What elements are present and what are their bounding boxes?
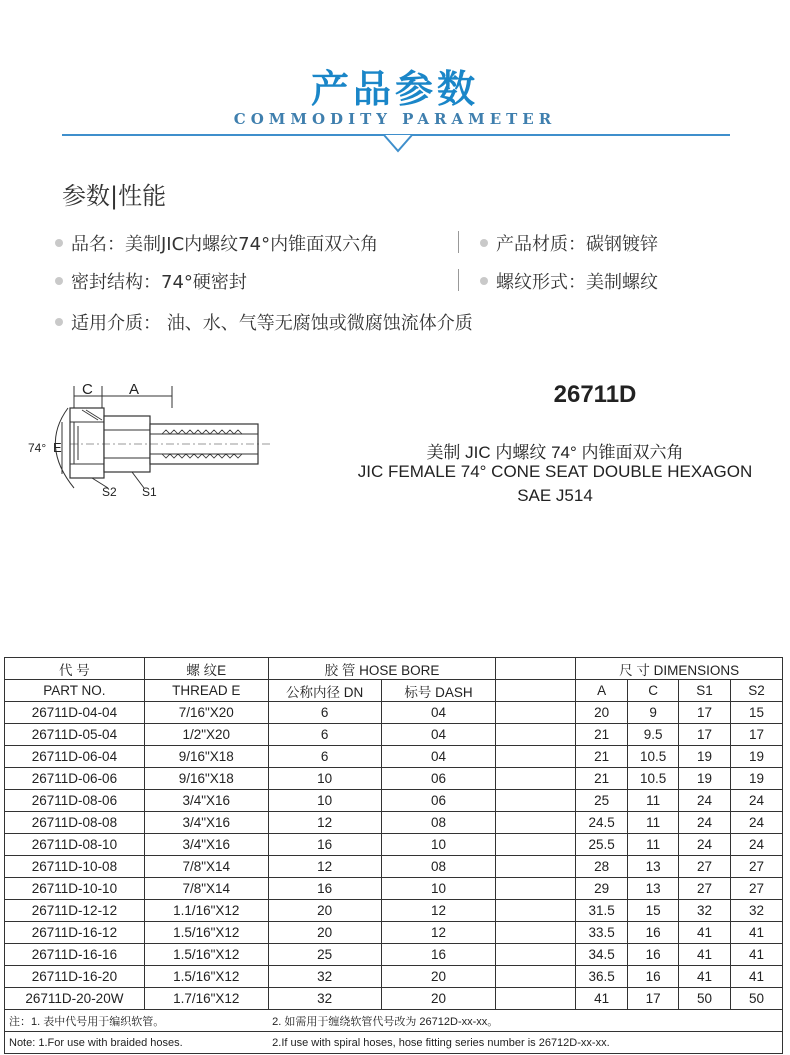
table-cell: 24 [730,812,782,834]
table-cell: 16 [268,834,381,856]
col-header [496,680,576,702]
table-cell: 04 [381,702,496,724]
table-cell: 41 [679,922,731,944]
product-standard: SAE J514 [517,486,593,505]
table-cell: 1.5/16"X12 [144,966,268,988]
product-model: 26711D [553,381,637,408]
param-seal: 密封结构：74°硬密封 [55,268,247,294]
param-separator [458,231,459,253]
table-cell: 08 [381,856,496,878]
table-note-row [5,1032,783,1054]
table-cell: 24.5 [576,812,628,834]
table-row [5,812,783,834]
table-row [5,834,783,856]
table-cell: 41 [576,988,628,1010]
table-cell: 29 [576,878,628,900]
table-cell: 1.7/16"X12 [144,988,268,1010]
table-cell: 26711D-12-12 [5,900,145,922]
param-separator [458,269,459,291]
angle-label: 74° [28,441,47,455]
table-cell: 13 [628,878,679,900]
col-header-thread: 螺 纹E [144,658,268,680]
table-cell: 32 [268,966,381,988]
table-cell: 32 [679,900,731,922]
table-row [5,966,783,988]
table-cell: 32 [268,988,381,1010]
table-cell: 3/4"X16 [144,834,268,856]
table-cell: 11 [628,834,679,856]
table-cell: 19 [679,746,731,768]
table-cell: 08 [381,812,496,834]
table-cell: 50 [679,988,731,1010]
table-cell [496,768,576,790]
table-cell: 31.5 [576,900,628,922]
table-cell: 16 [628,944,679,966]
table-row [5,922,783,944]
fitting-drawing [22,378,284,502]
table-cell: 10 [381,834,496,856]
table-cell: 12 [268,812,381,834]
s2-label: S2 [102,485,117,499]
table-cell: 20 [268,922,381,944]
table-row [5,790,783,812]
table-cell: 13 [628,856,679,878]
table-cell: 26711D-16-12 [5,922,145,944]
col-header: S1 [679,680,731,702]
table-cell: 24 [679,790,731,812]
table-cell: 7/8"X14 [144,878,268,900]
table-cell: 6 [268,702,381,724]
table-cell: 21 [576,768,628,790]
table-cell [496,900,576,922]
table-cell [496,790,576,812]
table-cell: 27 [730,878,782,900]
table-cell: 1/2"X20 [144,724,268,746]
dim-a-label: A [129,381,140,398]
table-cell: 25 [576,790,628,812]
table-cell: 28 [576,856,628,878]
table-cell: 41 [679,966,731,988]
table-cell: 16 [628,922,679,944]
table-cell: 24 [730,834,782,856]
table-cell: 41 [679,944,731,966]
table-cell: 41 [730,966,782,988]
table-cell: 26711D-16-20 [5,966,145,988]
table-cell [496,878,576,900]
table-cell: 11 [628,790,679,812]
table-cell: 36.5 [576,966,628,988]
table-cell: 12 [381,900,496,922]
note-cn-1: 注：1. 表中代号用于编织软管。 [5,1010,269,1032]
table-cell: 21 [576,746,628,768]
table-cell: 15 [730,702,782,724]
table-cell: 19 [730,768,782,790]
table-row [5,944,783,966]
table-cell: 41 [730,944,782,966]
table-cell: 9/16"X18 [144,746,268,768]
table-cell: 26711D-06-06 [5,768,145,790]
table-cell: 6 [268,746,381,768]
col-header-code: 代 号 [5,658,145,680]
table-header-row [5,658,783,680]
table-note-row [5,1010,783,1032]
col-header-hose: 胶 管 HOSE BORE [268,658,496,680]
table-cell: 26711D-08-10 [5,834,145,856]
bullet-dot-icon [55,239,63,247]
table-cell [496,944,576,966]
table-row [5,746,783,768]
table-cell: 26711D-08-06 [5,790,145,812]
table-cell: 27 [679,878,731,900]
table-cell: 04 [381,746,496,768]
table-cell: 06 [381,790,496,812]
col-header: S2 [730,680,782,702]
table-cell: 26711D-08-08 [5,812,145,834]
table-row [5,768,783,790]
table-cell: 24 [730,790,782,812]
divider-chevron-icon [383,133,413,155]
col-header: PART NO. [5,680,145,702]
table-cell: 34.5 [576,944,628,966]
col-header-blank [496,658,576,680]
col-header: A [576,680,628,702]
table-cell: 7/8"X14 [144,856,268,878]
table-cell: 20 [268,900,381,922]
table-cell: 41 [730,922,782,944]
table-cell [496,702,576,724]
table-cell: 9.5 [628,724,679,746]
table-cell: 25 [268,944,381,966]
table-cell: 9 [628,702,679,724]
table-row [5,702,783,724]
table-cell [496,922,576,944]
table-cell: 20 [381,988,496,1010]
table-cell: 6 [268,724,381,746]
table-cell: 26711D-04-04 [5,702,145,724]
table-cell: 9/16"X18 [144,768,268,790]
dim-e-label: E [53,440,62,455]
table-cell: 3/4"X16 [144,790,268,812]
s1-label: S1 [142,485,157,499]
table-cell: 24 [679,812,731,834]
table-cell: 19 [679,768,731,790]
col-header: THREAD E [144,680,268,702]
table-cell: 10 [268,790,381,812]
table-cell [496,746,576,768]
table-cell: 10.5 [628,746,679,768]
table-cell: 20 [381,966,496,988]
table-cell: 10.5 [628,768,679,790]
col-header: 公称内径 DN [268,680,381,702]
table-cell: 16 [381,944,496,966]
table-cell [496,724,576,746]
table-cell: 32 [730,900,782,922]
table-cell: 25.5 [576,834,628,856]
table-cell: 26711D-10-08 [5,856,145,878]
note-en-1: Note: 1.For use with braided hoses. [5,1032,269,1054]
table-cell: 26711D-10-10 [5,878,145,900]
table-cell: 26711D-06-04 [5,746,145,768]
table-cell: 16 [268,878,381,900]
table-cell: 16 [628,966,679,988]
spec-table [4,657,783,1054]
table-cell: 17 [679,702,731,724]
table-cell: 15 [628,900,679,922]
col-header: 标号 DASH [381,680,496,702]
bullet-dot-icon [55,318,63,326]
table-cell: 27 [730,856,782,878]
table-cell: 3/4"X16 [144,812,268,834]
table-cell [496,966,576,988]
table-cell: 10 [381,878,496,900]
table-cell: 7/16"X20 [144,702,268,724]
table-cell: 33.5 [576,922,628,944]
table-cell: 12 [268,856,381,878]
table-cell: 50 [730,988,782,1010]
table-subheader-row [5,680,783,702]
table-cell: 27 [679,856,731,878]
section-heading: 参数|性能 [62,182,167,210]
page-subtitle: COMMODITY PARAMETER [233,110,557,128]
product-desc-en: JIC FEMALE 74° CONE SEAT DOUBLE HEXAGON [357,462,753,481]
table-cell: 17 [730,724,782,746]
param-name: 品名：美制JIC内螺纹74°内锥面双六角 [55,230,378,256]
table-row [5,900,783,922]
param-medium: 适用介质： 油、水、气等无腐蚀或微腐蚀流体介质 [55,309,473,335]
param-material: 产品材质：碳钢镀锌 [480,230,658,256]
table-cell [496,812,576,834]
table-cell: 26711D-05-04 [5,724,145,746]
table-cell: 26711D-20-20W [5,988,145,1010]
page-title: 产品参数 [310,67,479,111]
table-row [5,856,783,878]
col-header: C [628,680,679,702]
table-cell: 17 [628,988,679,1010]
table-cell: 24 [679,834,731,856]
dim-c-label: C [82,381,93,398]
table-cell: 04 [381,724,496,746]
table-row [5,724,783,746]
bullet-dot-icon [55,277,63,285]
table-cell: 17 [679,724,731,746]
table-cell: 1.5/16"X12 [144,922,268,944]
note-en-2: 2.If use with spiral hoses, hose fitting series number is 26712D-xx-xx. [268,1032,782,1054]
table-cell: 20 [576,702,628,724]
table-row [5,878,783,900]
table-cell: 19 [730,746,782,768]
table-cell: 11 [628,812,679,834]
col-header-dims: 尺 寸 DIMENSIONS [576,658,783,680]
table-cell: 10 [268,768,381,790]
product-desc-cn: 美制 JIC 内螺纹 74° 内锥面双六角 [426,443,684,462]
param-thread: 螺纹形式：美制螺纹 [480,268,658,294]
note-cn-2: 2. 如需用于缠绕软管代号改为 26712D-xx-xx。 [268,1010,782,1032]
table-cell: 21 [576,724,628,746]
table-row [5,988,783,1010]
table-cell [496,856,576,878]
bullet-dot-icon [480,239,488,247]
table-cell: 1.1/16"X12 [144,900,268,922]
table-cell [496,988,576,1010]
table-cell [496,834,576,856]
table-cell: 1.5/16"X12 [144,944,268,966]
table-cell: 06 [381,768,496,790]
table-cell: 12 [381,922,496,944]
table-cell: 26711D-16-16 [5,944,145,966]
bullet-dot-icon [480,277,488,285]
